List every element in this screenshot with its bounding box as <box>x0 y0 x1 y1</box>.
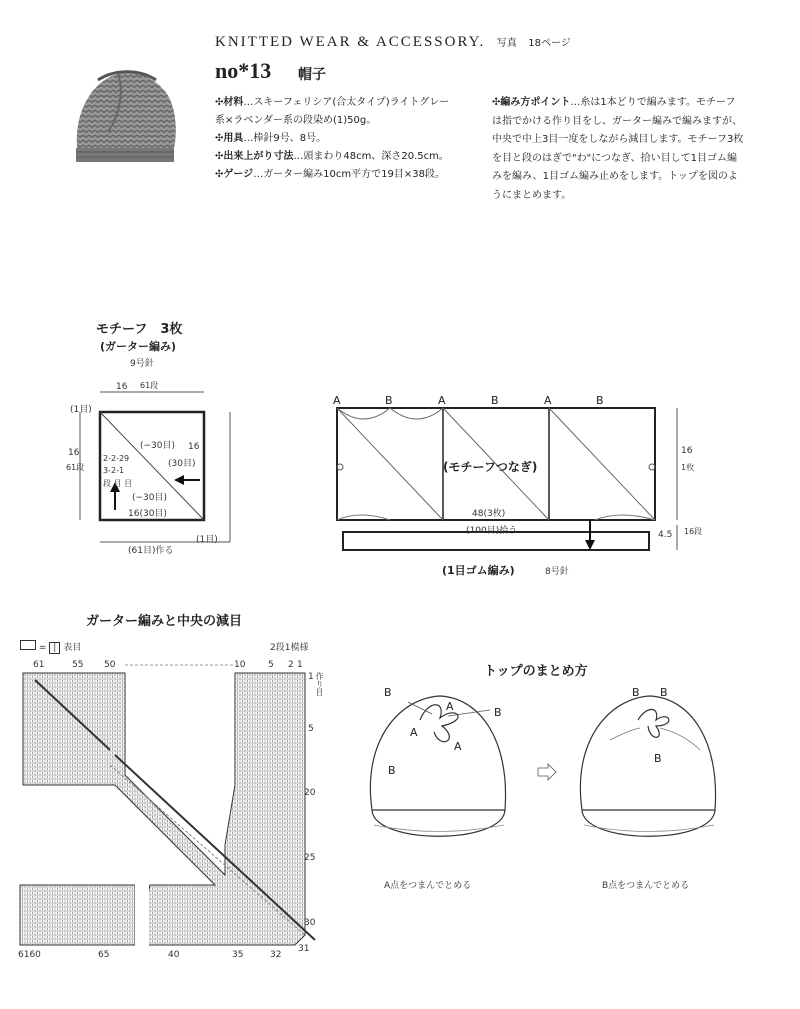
finish-a-a1: A <box>446 700 454 713</box>
chart-title: ガーター編みと中央の減目 <box>86 614 243 629</box>
chart-top-61: 61 <box>33 660 45 670</box>
finish-caption-b: B点をつまんでとめる <box>602 881 690 891</box>
chart-top-55: 55 <box>72 660 84 670</box>
specs <box>215 94 455 184</box>
motif-title: モチーフ 3枚 <box>96 322 183 337</box>
chart-row-20: 20 <box>304 788 316 798</box>
chart-top-1: 1 <box>297 660 303 670</box>
hat-photo <box>68 60 182 170</box>
motif-diagram <box>60 370 250 560</box>
series-title: KNITTED WEAR & ACCESSORY. <box>215 34 486 50</box>
assembly-point-b1: B <box>385 394 393 407</box>
chart-row-31: 31 <box>298 944 310 954</box>
finish-title: トップのまとめ方 <box>484 664 588 679</box>
assembly-right-rows: 1枚 <box>681 463 695 472</box>
hat-b-body <box>580 696 715 810</box>
chart-top-50: 50 <box>104 660 116 670</box>
tools-line <box>215 130 455 148</box>
photo-ref: 写真 <box>496 38 517 49</box>
chart-bottom-32: 32 <box>270 950 282 960</box>
assembly-center-label: (モチーフつなぎ) <box>443 460 538 474</box>
chart-row-25: 25 <box>304 853 316 863</box>
finish-b-b2: B <box>660 686 668 699</box>
finish-a-b3: B <box>388 764 396 777</box>
motif-left-rows: 61段 <box>66 463 85 472</box>
chart-top-2: 2 <box>288 660 294 670</box>
size-label: ✣出来上がり寸法 <box>215 151 294 162</box>
chart-row-1: 1 <box>308 672 314 682</box>
motif-dec-bottom: (−30目) <box>132 493 168 503</box>
chart-bottom-35: 35 <box>232 950 244 960</box>
size-text: …頭まわり48cm、深さ20.5cm。 <box>293 151 449 162</box>
legend-eq: = <box>38 643 47 653</box>
assembly-rib-rows: 16段 <box>684 527 703 536</box>
motif-dec-label: 2-2-29 <box>103 454 130 463</box>
motif-dec-top: (−30目) <box>140 441 176 451</box>
assembly-point-a1: A <box>333 394 341 407</box>
chart-cast-on: 作り目 <box>315 672 324 696</box>
chart-row-30: 30 <box>304 918 316 928</box>
tools-label: ✣用具 <box>215 133 244 144</box>
header-line <box>215 34 571 51</box>
motif-width-top: 16 <box>116 382 128 392</box>
chart-bottom-6160: 6160 <box>18 950 41 960</box>
gauge-label: ✣ゲージ <box>215 169 254 180</box>
motif-first-row: (1目) <box>70 405 92 415</box>
motif-right-dim: 16 <box>188 442 200 452</box>
materials-label: ✣材料 <box>215 97 244 108</box>
finish-b-b3: B <box>654 752 662 765</box>
size-line <box>215 148 455 166</box>
assembly-point-b2: B <box>491 394 499 407</box>
motif-dec-label2: 3-2-1 <box>103 466 125 475</box>
chart-row-5: 5 <box>308 724 314 734</box>
materials-text: …スキーフェリシア(合太タイプ)ライトグレー系×ラベンダー系の段染め(1)50g。 <box>215 97 450 126</box>
finish-b-b1: B <box>632 686 640 699</box>
assembly-rib-label: (1目ゴム編み) <box>442 564 515 577</box>
finish-diagram <box>360 680 740 880</box>
motif-cast-on: (61目)作る <box>128 546 174 556</box>
legend-symbol: | <box>49 642 60 654</box>
chart-top-10: 10 <box>234 660 246 670</box>
motif-dec-label3: 段 目 目 <box>103 479 133 488</box>
legend-label: 表目 <box>63 643 82 653</box>
page-ref: 18ページ <box>528 38 571 49</box>
gauge-line <box>215 166 455 184</box>
chart-top-5: 5 <box>268 660 274 670</box>
knitting-points <box>492 94 744 205</box>
assembly-pickup: (100目)拾う <box>466 526 518 536</box>
assembly-width: 48(3枚) <box>472 509 506 519</box>
finish-a-a3: A <box>454 740 462 753</box>
motif-rows-top: 61段 <box>140 381 159 390</box>
hat-a-body <box>370 696 505 810</box>
assembly-point-a2: A <box>438 394 446 407</box>
chart-grid <box>15 655 325 975</box>
motif-needle: 9号針 <box>130 359 154 369</box>
motif-right-sts: (30目) <box>168 459 196 469</box>
motif-corner: (1目) <box>196 535 218 545</box>
chart-bottom-65: 65 <box>98 950 110 960</box>
materials-line <box>215 94 455 130</box>
finish-a-b1: B <box>384 686 392 699</box>
finish-a-a2: A <box>410 726 418 739</box>
tools-text: …棒針9号、8号。 <box>243 133 327 144</box>
assembly-right-h: 16 <box>681 446 693 456</box>
points-label: ✣編み方ポイント <box>492 97 571 108</box>
finish-a-b2: B <box>494 706 502 719</box>
pattern-number: no*13 <box>215 58 272 83</box>
assembly-rib-needle: 8号針 <box>545 567 569 577</box>
gauge-text: …ガーター編み10cm平方で19目×38段。 <box>253 169 445 180</box>
points-text: …糸は1本どりで編みます。モチーフは指でかける作り目をし、ガーター編みで編みますが、中央で中上3目一度をしながら減目します。モチーフ3枚を目と段のはぎで"わ"につなぎ、拾い目して1目ゴム編みを編み、1目ゴム編み止めをします。トップを図のようにまとめます。 <box>492 97 744 201</box>
finish-caption-a: A点をつまんでとめる <box>384 881 472 891</box>
chart-repeat: 2段1模様 <box>270 643 309 653</box>
motif-subtitle: (ガーター編み) <box>100 340 177 353</box>
assembly-rib-h: 4.5 <box>658 530 673 540</box>
motif-left-dim: 16 <box>68 448 80 458</box>
assembly-point-a3: A <box>544 394 552 407</box>
pattern-title: 帽子 <box>298 67 326 83</box>
assembly-point-b3: B <box>596 394 604 407</box>
motif-bottom-dim: 16(30目) <box>128 509 167 519</box>
chart-bottom-40: 40 <box>168 950 180 960</box>
legend-box <box>20 640 36 650</box>
chart-legend <box>20 640 81 654</box>
arrow-icon <box>538 764 556 780</box>
assembly-diagram <box>320 390 720 590</box>
